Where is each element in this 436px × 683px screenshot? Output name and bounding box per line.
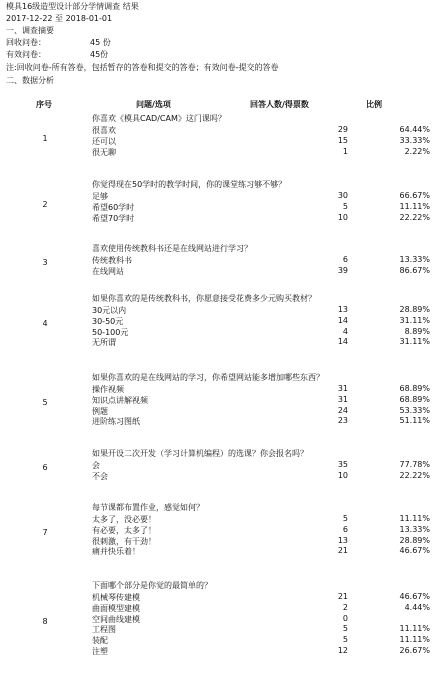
summary-heading: 一、调查摘要 (6, 26, 54, 35)
option-label: 希望70学时 (92, 213, 135, 223)
option-count: 15 (337, 135, 348, 145)
question-number: 7 (42, 528, 48, 538)
question-number: 8 (42, 617, 48, 626)
option-label: 工程图 (92, 625, 116, 635)
option-label: 太多了，没必要！ (92, 515, 156, 524)
question-number: 6 (42, 463, 48, 473)
option-percent: 33.33% (399, 135, 430, 145)
option-count: 39 (337, 265, 348, 275)
question-number: 1 (42, 133, 48, 143)
option-count: 6 (342, 524, 348, 534)
option-percent: 86.67% (399, 265, 430, 275)
header-no: 序号 (36, 100, 52, 109)
option-count: 4 (342, 326, 348, 336)
option-percent: 31.11% (399, 315, 430, 325)
option-count: 31 (337, 384, 348, 393)
summary-note: 注:回收问卷-所有答卷，包括暂存的答卷和提交的答卷；有效问卷-提交的答卷 (6, 63, 279, 72)
option-label: 痛并快乐着！ (92, 547, 140, 557)
option-percent: 13.33% (399, 524, 430, 534)
option-label: 30元以内 (92, 306, 127, 315)
option-percent: 4.44% (404, 602, 430, 612)
option-count: 10 (337, 212, 348, 222)
option-percent: 11.11% (399, 201, 430, 211)
valid-value: 45份 (90, 50, 109, 59)
option-count: 23 (337, 416, 348, 426)
option-label: 知识点讲解视频 (92, 395, 148, 405)
option-label: 曲面模型建模 (92, 603, 140, 613)
option-label: 注塑 (92, 647, 108, 656)
option-count: 5 (342, 201, 348, 211)
option-count: 21 (337, 546, 348, 556)
option-percent: 22.22% (399, 212, 430, 222)
option-label: 操作视频 (92, 385, 124, 394)
option-label: 无所谓 (92, 338, 116, 348)
valid-label: 有效问卷： (6, 50, 46, 59)
option-percent: 28.89% (399, 305, 430, 314)
option-percent: 13.33% (399, 255, 430, 264)
option-count: 5 (342, 514, 348, 523)
option-percent: 53.33% (399, 405, 430, 415)
question-text: 如果你喜欢的是在线网站的学习，你希望网站能多增加哪些东西？ (92, 373, 324, 382)
option-count: 6 (342, 255, 348, 264)
option-label: 进阶练习图纸 (92, 417, 140, 427)
option-count: 21 (337, 592, 348, 601)
option-label: 传统教科书 (92, 256, 132, 265)
question-text: 喜欢使用传统教科书还是在线网站进行学习？ (92, 244, 252, 253)
option-count: 35 (337, 460, 348, 469)
question-text: 每节课都布置作业，感觉如何？ (92, 503, 204, 512)
option-label: 装配 (92, 636, 108, 646)
option-label: 在线网站 (92, 266, 124, 276)
option-count: 12 (337, 646, 348, 655)
option-label: 很喜欢 (92, 126, 116, 135)
question-text: 你觉得现在50学时的教学时间，你的课堂练习够不够？ (92, 180, 287, 189)
option-percent: 28.89% (399, 535, 430, 545)
option-count: 13 (337, 535, 348, 545)
option-percent: 46.67% (399, 546, 430, 556)
question-number: 4 (42, 319, 48, 329)
option-count: 2 (342, 602, 348, 612)
option-percent: 46.67% (399, 592, 430, 601)
option-percent: 11.11% (399, 514, 430, 523)
option-percent: 64.44% (399, 125, 430, 134)
option-label: 很刺激，有干劲！ (92, 536, 156, 546)
option-percent: 66.67% (399, 191, 430, 200)
question-number: 3 (42, 258, 48, 268)
option-label: 50-100元 (92, 327, 129, 337)
option-percent: 11.11% (399, 624, 430, 634)
question-text: 如果你喜欢的是传统教科书，你愿意接受花费多少元购买教材？ (92, 294, 316, 303)
option-count: 13 (337, 305, 348, 314)
question-text: 下面哪个部分是你觉的最简单的？ (92, 581, 212, 590)
option-count: 14 (337, 337, 348, 347)
option-percent: 8.89% (404, 326, 430, 336)
option-count: 24 (337, 405, 348, 415)
option-percent: 11.11% (399, 635, 430, 645)
option-count: 0 (342, 613, 348, 623)
analysis-heading: 二、数据分析 (6, 76, 54, 85)
received-label: 回收问卷： (6, 38, 46, 47)
option-count: 10 (337, 470, 348, 480)
option-percent: 2.22% (404, 146, 430, 156)
question-text: 你喜欢《模具CAD/CAM》这门课吗？ (92, 114, 226, 123)
option-percent: 68.89% (399, 384, 430, 393)
option-percent: 77.78% (399, 460, 430, 469)
option-count: 5 (342, 624, 348, 634)
option-count: 14 (337, 315, 348, 325)
option-label: 不会 (92, 471, 108, 481)
option-label: 例题 (92, 406, 108, 416)
option-count: 31 (337, 394, 348, 404)
question-number: 2 (42, 199, 48, 209)
header-question: 问题/选项 (136, 100, 171, 109)
option-label: 30-50元 (92, 316, 124, 326)
option-label: 还可以 (92, 136, 116, 146)
option-percent: 26.67% (399, 646, 430, 655)
option-label: 有必要，太多了！ (92, 525, 156, 535)
option-count: 5 (342, 635, 348, 645)
option-percent: 68.89% (399, 394, 430, 404)
survey-title: 模具16级造型设计部分学情调查 结果 (6, 2, 139, 11)
header-ratio: 比例 (366, 100, 382, 109)
option-label: 很无聊 (92, 147, 116, 157)
option-label: 空间曲线建模 (92, 614, 140, 624)
option-percent: 22.22% (399, 470, 430, 480)
option-label: 足够 (92, 192, 108, 201)
date-range: 2017-12-22 至 2018-01-01 (6, 14, 113, 23)
option-percent: 51.11% (399, 416, 430, 426)
option-label: 会 (92, 461, 100, 470)
option-label: 希望60学时 (92, 202, 135, 212)
option-count: 30 (337, 191, 348, 200)
option-percent: 31.11% (399, 337, 430, 347)
option-count: 1 (342, 146, 348, 156)
question-number: 5 (42, 398, 48, 408)
option-label: 机械琴传建模 (92, 593, 140, 602)
question-text: 如果开设二次开发（学习计算机编程）的选课？你会报名吗？ (92, 449, 308, 458)
received-value: 45 份 (90, 38, 111, 47)
option-count: 29 (337, 125, 348, 134)
header-count: 回答人数/得票数 (250, 100, 309, 109)
